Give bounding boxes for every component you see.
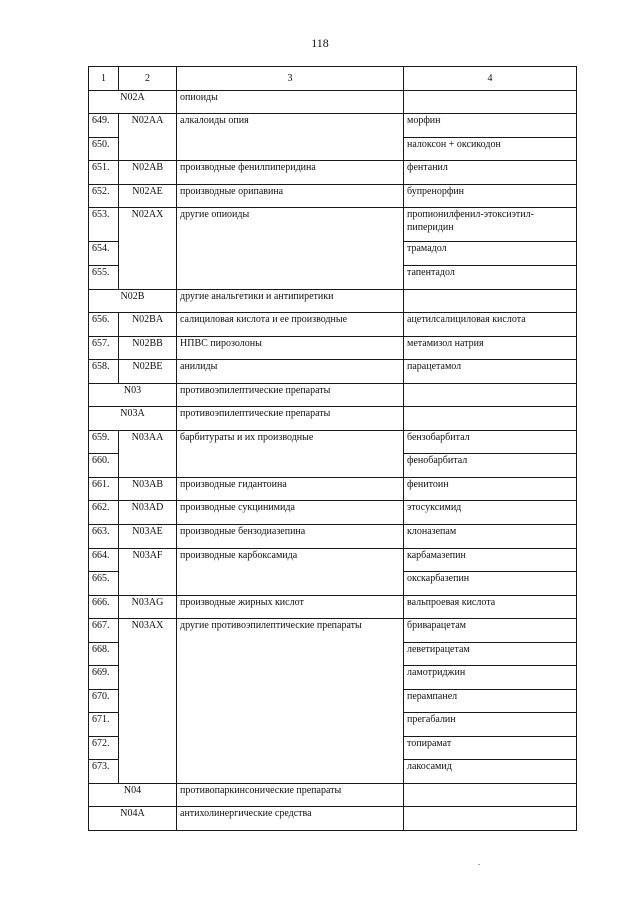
drug-name-cell: топирамат: [404, 737, 577, 760]
row-number-cell: 672.: [89, 737, 119, 760]
group-row: [89, 784, 577, 807]
row-number-cell: 652.: [89, 185, 119, 208]
group-row: [89, 290, 577, 313]
atc-name-cell: НПВС пирозолоны: [177, 337, 404, 360]
header-col-3: 3: [177, 67, 404, 91]
group-name-cell: опиоиды: [177, 91, 404, 114]
table-header-row: [89, 67, 577, 91]
group-name-cell: антихолинергические средства: [177, 807, 404, 831]
group-name-cell: противоэпилептические препараты: [177, 384, 404, 407]
group-row: [89, 91, 577, 114]
table-row: [89, 525, 577, 549]
group-name-cell: противоэпилептические препараты: [177, 407, 404, 431]
drug-classification-table: [88, 66, 577, 831]
drug-name-cell: морфин: [404, 114, 577, 138]
row-number-cell: 656.: [89, 313, 119, 337]
atc-name-cell: анилиды: [177, 360, 404, 384]
header-col-2: 2: [119, 67, 177, 91]
row-number-cell: 665.: [89, 572, 119, 596]
row-number-cell: 668.: [89, 643, 119, 666]
atc-name-cell: алкалоиды опия: [177, 114, 404, 161]
atc-code-cell: N02BA: [119, 313, 177, 337]
table-row: [89, 185, 577, 208]
group-row: [89, 407, 577, 431]
drug-name-cell: прегабалин: [404, 713, 577, 737]
drug-name-cell: бриварацетам: [404, 619, 577, 643]
atc-code-cell: N02AB: [119, 161, 177, 185]
group-code-cell: N04: [89, 784, 177, 807]
drug-name-cell: ламотриджин: [404, 666, 577, 690]
drug-name-cell: [404, 407, 577, 431]
table-row: [89, 431, 577, 454]
atc-name-cell: производные карбоксамида: [177, 549, 404, 596]
table-row: [89, 596, 577, 619]
drug-name-cell: леветирацетам: [404, 643, 577, 666]
atc-code-cell: N02AE: [119, 185, 177, 208]
table-body: [89, 91, 577, 831]
table-row: [89, 549, 577, 572]
drug-name-cell: фенобарбитал: [404, 454, 577, 478]
row-number-cell: 667.: [89, 619, 119, 643]
row-number-cell: 658.: [89, 360, 119, 384]
drug-name-cell: карбамазепин: [404, 549, 577, 572]
atc-name-cell: производные жирных кислот: [177, 596, 404, 619]
table-row: [89, 501, 577, 525]
atc-name-cell: салициловая кислота и ее производные: [177, 313, 404, 337]
table-row: [89, 360, 577, 384]
drug-name-cell: [404, 807, 577, 831]
atc-code-cell: N02BB: [119, 337, 177, 360]
row-number-cell: 669.: [89, 666, 119, 690]
table-row: [89, 313, 577, 337]
table-row: [89, 161, 577, 185]
drug-name-cell: метамизол натрия: [404, 337, 577, 360]
group-name-cell: противопаркинсонические препараты: [177, 784, 404, 807]
group-code-cell: N03: [89, 384, 177, 407]
drug-name-cell: [404, 290, 577, 313]
atc-name-cell: другие опиоиды: [177, 208, 404, 290]
header-col-1: 1: [89, 67, 119, 91]
row-number-cell: 671.: [89, 713, 119, 737]
row-number-cell: 670.: [89, 690, 119, 713]
atc-code-cell: N02BE: [119, 360, 177, 384]
row-number-cell: 649.: [89, 114, 119, 138]
atc-code-cell: N03AX: [119, 619, 177, 784]
atc-name-cell: барбитураты и их производные: [177, 431, 404, 478]
atc-name-cell: производные бензодиазепина: [177, 525, 404, 549]
atc-name-cell: производные сукцинимида: [177, 501, 404, 525]
atc-code-cell: N02AA: [119, 114, 177, 161]
row-number-cell: 663.: [89, 525, 119, 549]
row-number-cell: 651.: [89, 161, 119, 185]
atc-code-cell: N03AG: [119, 596, 177, 619]
drug-name-cell: [404, 784, 577, 807]
row-number-cell: 673.: [89, 760, 119, 784]
drug-name-cell: ацетилсалициловая кислота: [404, 313, 577, 337]
footer-mark: .: [478, 858, 480, 867]
drug-name-cell: лакосамид: [404, 760, 577, 784]
atc-name-cell: производные фенилпиперидина: [177, 161, 404, 185]
atc-name-cell: производные гидантоина: [177, 478, 404, 501]
group-code-cell: N03A: [89, 407, 177, 431]
group-code-cell: N02B: [89, 290, 177, 313]
table-row: [89, 478, 577, 501]
table-row: [89, 337, 577, 360]
atc-code-cell: N03AF: [119, 549, 177, 596]
drug-name-cell: [404, 384, 577, 407]
row-number-cell: 655.: [89, 266, 119, 290]
drug-name-cell: окскарбазепин: [404, 572, 577, 596]
drug-name-cell: парацетамол: [404, 360, 577, 384]
drug-name-cell: бензобарбитал: [404, 431, 577, 454]
drug-name-cell: налоксон + оксикодон: [404, 138, 577, 161]
drug-name-cell: клоназепам: [404, 525, 577, 549]
group-row: [89, 384, 577, 407]
group-name-cell: другие анальгетики и антипиретики: [177, 290, 404, 313]
page-number: 118: [311, 36, 329, 50]
row-number-cell: 660.: [89, 454, 119, 478]
atc-code-cell: N03AE: [119, 525, 177, 549]
row-number-cell: 659.: [89, 431, 119, 454]
drug-name-cell: этосуксимид: [404, 501, 577, 525]
row-number-cell: 657.: [89, 337, 119, 360]
drug-name-cell: тапентадол: [404, 266, 577, 290]
drug-name-cell: пропионилфенил-этоксиэтил-пиперидин: [404, 208, 577, 242]
group-code-cell: N04A: [89, 807, 177, 831]
drug-name-cell: фенитоин: [404, 478, 577, 501]
drug-name-cell: перампанел: [404, 690, 577, 713]
drug-name-cell: фентанил: [404, 161, 577, 185]
atc-name-cell: другие противоэпилептические препараты: [177, 619, 404, 784]
row-number-cell: 661.: [89, 478, 119, 501]
drug-name-cell: трамадол: [404, 242, 577, 266]
table-row: [89, 619, 577, 643]
drug-name-cell: бупренорфин: [404, 185, 577, 208]
group-code-cell: N02A: [89, 91, 177, 114]
row-number-cell: 666.: [89, 596, 119, 619]
table-row: [89, 114, 577, 138]
atc-name-cell: производные орипавина: [177, 185, 404, 208]
drug-name-cell: [404, 91, 577, 114]
atc-code-cell: N03AA: [119, 431, 177, 478]
atc-code-cell: N02AX: [119, 208, 177, 290]
drug-name-cell: вальпроевая кислота: [404, 596, 577, 619]
row-number-cell: 662.: [89, 501, 119, 525]
table-row: [89, 208, 577, 242]
group-row: [89, 807, 577, 831]
atc-code-cell: N03AB: [119, 478, 177, 501]
row-number-cell: 654.: [89, 242, 119, 266]
atc-code-cell: N03AD: [119, 501, 177, 525]
header-col-4: 4: [404, 67, 577, 91]
row-number-cell: 653.: [89, 208, 119, 242]
row-number-cell: 650.: [89, 138, 119, 161]
row-number-cell: 664.: [89, 549, 119, 572]
